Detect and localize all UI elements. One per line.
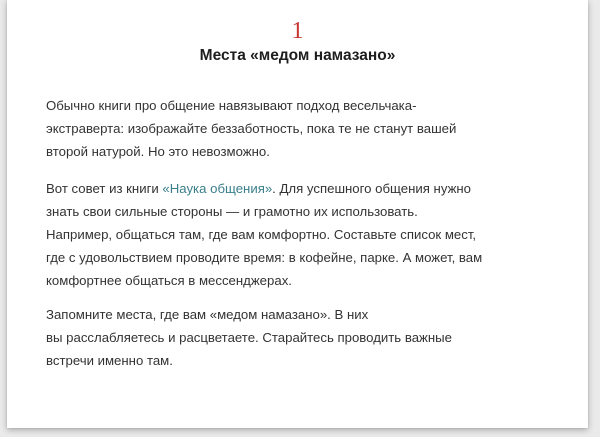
text-segment: . Для успешного общения нужно [272,181,472,196]
article-card [7,0,588,428]
text-line: Обычно книги про общение навязывают подход весельчака- [46,98,417,113]
text-line: знать свои сильные стороны — и грамотно их использовать. [46,204,418,219]
text-line: комфортнее общаться в мессенджерах. [46,273,292,288]
section-number: 1 [291,18,304,44]
text-line: вы расслабляетесь и расцветаете. Старайтесь проводить важные [46,330,452,345]
book-link[interactable]: «Наука общения» [162,181,273,196]
paragraph-conclusion [46,303,556,372]
text-line: экстраверта: изображайте беззаботность, пока те не станут вашей [46,121,457,136]
paragraph-advice [46,177,556,292]
text-segment: Вот совет из книги [46,181,163,196]
text-line: Запомните места, где вам «медом намазано». В них [46,307,369,322]
section-title: Места «медом намазано» [199,47,396,64]
text-line: второй натурой. Но это невозможно. [46,144,270,159]
text-line: Например, общаться там, где вам комфортно. Составьте список мест, [46,227,477,242]
text-line: где с удовольствием проводите время: в кофейне, парке. А может, вам [46,250,483,265]
text-line: встречи именно там. [46,353,173,368]
text-line [46,177,556,200]
paragraph-intro [46,94,556,163]
